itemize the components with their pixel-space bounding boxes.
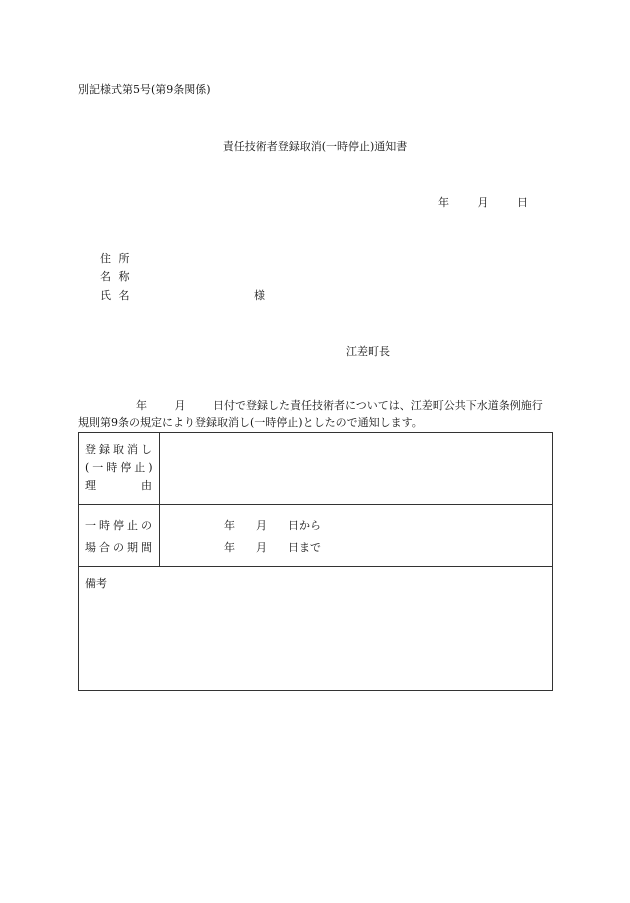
date-year-label: 年 xyxy=(438,196,449,209)
notice-body xyxy=(78,397,550,431)
period-label-line-2: 場合の期間 xyxy=(85,541,155,554)
reason-label-cell xyxy=(79,433,160,505)
period-from xyxy=(224,515,552,537)
notes-row xyxy=(79,567,553,691)
period-label-cell xyxy=(79,505,160,567)
date-month-label: 月 xyxy=(477,196,489,209)
date-day-label: 日 xyxy=(517,196,528,209)
reason-row xyxy=(79,433,553,505)
period-to-month: 月 xyxy=(256,541,267,554)
body-text: 日付で登録した責任技術者については、江差町公共下水道条例施行規則第9条の規定により登録取消し(一時停止)としたので通知します。 xyxy=(78,399,543,429)
period-to-day: 日まで xyxy=(288,541,321,554)
person-name-line xyxy=(100,287,140,303)
form-number-label: 別記様式第5号(第9条関係) xyxy=(78,83,211,96)
address-line xyxy=(100,250,140,266)
period-label xyxy=(79,505,159,559)
honorific-label: 様 xyxy=(254,289,265,302)
company-name-label: 名 称 xyxy=(100,270,132,283)
reason-input-cell[interactable] xyxy=(160,433,553,505)
reason-label-line-1: 登録取消し xyxy=(85,443,155,456)
period-from-day: 日から xyxy=(288,519,321,532)
address-label: 住 所 xyxy=(100,252,132,265)
period-row xyxy=(79,505,553,567)
reason-label-line-2: (一時停止) xyxy=(85,461,156,474)
reason-label xyxy=(79,433,159,495)
period-to-year: 年 xyxy=(224,541,235,554)
period-from-year: 年 xyxy=(224,519,235,532)
body-month-label: 月 xyxy=(174,399,186,412)
period-from-month: 月 xyxy=(256,519,267,532)
issue-date xyxy=(438,194,528,210)
person-name-label: 氏 名 xyxy=(100,289,132,302)
period-input-cell[interactable] xyxy=(160,505,553,567)
body-year-label: 年 xyxy=(136,399,147,412)
notice-form-table xyxy=(78,432,553,691)
period-label-line-1: 一時停止の xyxy=(85,519,155,532)
period-to xyxy=(224,537,552,559)
notes-cell[interactable] xyxy=(79,567,553,691)
document-title: 責任技術者登録取消(一時停止)通知書 xyxy=(222,140,408,153)
reason-label-line-3: 理 由 xyxy=(85,479,155,492)
period-dates xyxy=(160,505,552,559)
company-name-line xyxy=(100,268,140,284)
issuer-name: 江差町長 xyxy=(346,345,390,358)
notes-label: 備考 xyxy=(85,577,107,590)
